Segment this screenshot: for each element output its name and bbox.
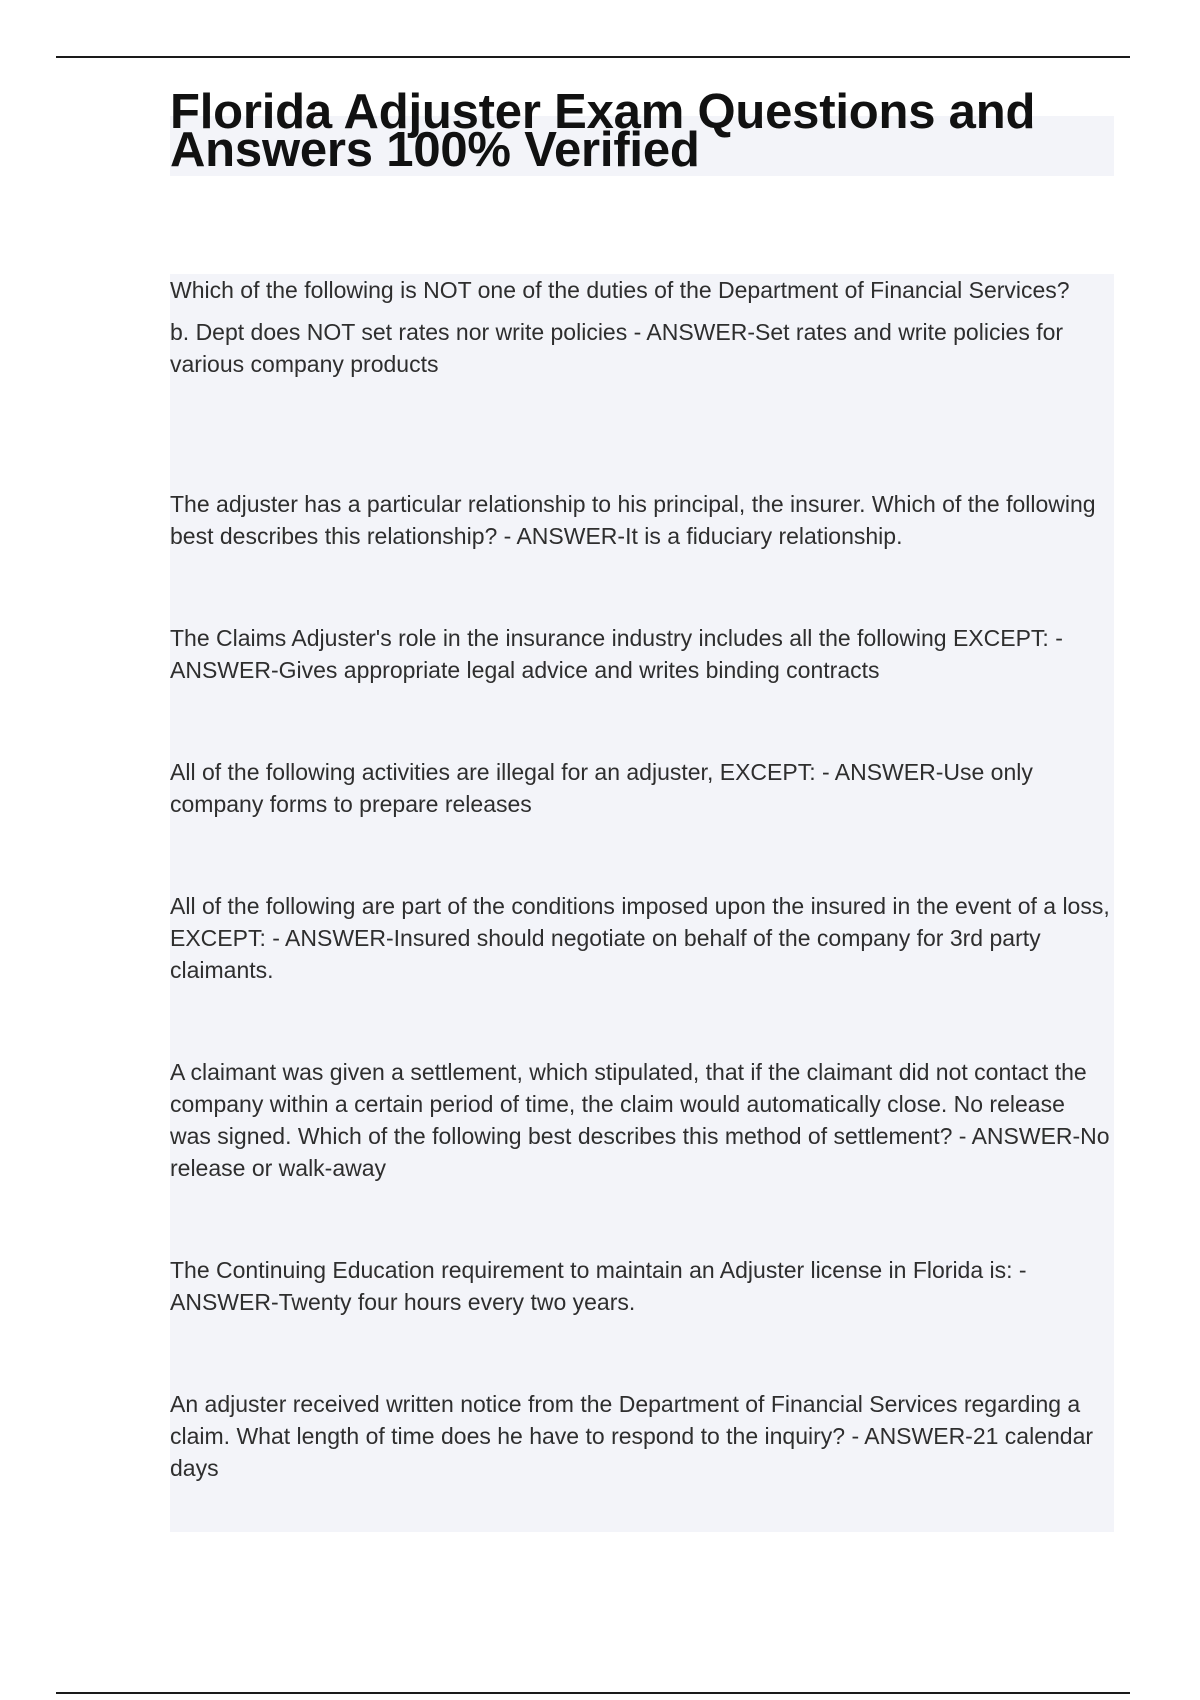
qa-text: All of the following are part of the conditions imposed upon the insured in the event of a loss, EXCEPT: - ANSWER-Insured should negotiate on behalf of the company for 3rd party claimants.	[170, 893, 1110, 983]
qa-item-1	[170, 274, 1110, 380]
qa-item-8	[170, 1388, 1110, 1484]
qa-content-area	[170, 274, 1114, 1532]
qa-text: The adjuster has a particular relationship to his principal, the insurer. Which of the following best describes this relationship? - ANSWER-It is a fiduciary relationship.	[170, 491, 1096, 549]
qa-text: A claimant was given a settlement, which stipulated, that if the claimant did not contact the company within a certain period of time, the claim would automatically close. No release was signed. Which of the following best describes this method of settlement? - ANSWER-No release or walk-away	[170, 1059, 1110, 1181]
document-title: Florida Adjuster Exam Questions and Answers 100% Verified	[170, 85, 1036, 178]
qa-question: Which of the following is NOT one of the duties of the Department of Financial Services?	[170, 277, 1070, 303]
qa-text: The Claims Adjuster's role in the insurance industry includes all the following EXCEPT: - ANSWER-Gives appropriate legal advice and writes binding contracts	[170, 625, 1063, 683]
qa-item-6	[170, 1056, 1110, 1184]
qa-item-5	[170, 890, 1110, 986]
qa-item-3	[170, 622, 1110, 686]
qa-text: The Continuing Education requirement to maintain an Adjuster license in Florida is: - ANSWER-Twenty four hours every two years.	[170, 1257, 1027, 1315]
bottom-rule	[56, 1692, 1130, 1694]
qa-text: An adjuster received written notice from the Department of Financial Services regarding a claim. What length of time does he have to respond to the inquiry? - ANSWER-21 calendar days	[170, 1391, 1094, 1481]
top-rule	[56, 56, 1130, 58]
qa-item-7	[170, 1254, 1110, 1318]
qa-text: All of the following activities are illegal for an adjuster, EXCEPT: - ANSWER-Use only company forms to prepare releases	[170, 759, 1033, 817]
qa-item-4	[170, 756, 1110, 820]
qa-answer: b. Dept does NOT set rates nor write policies - ANSWER-Set rates and write policies for various company products	[170, 319, 1064, 377]
qa-item-2	[170, 488, 1110, 552]
